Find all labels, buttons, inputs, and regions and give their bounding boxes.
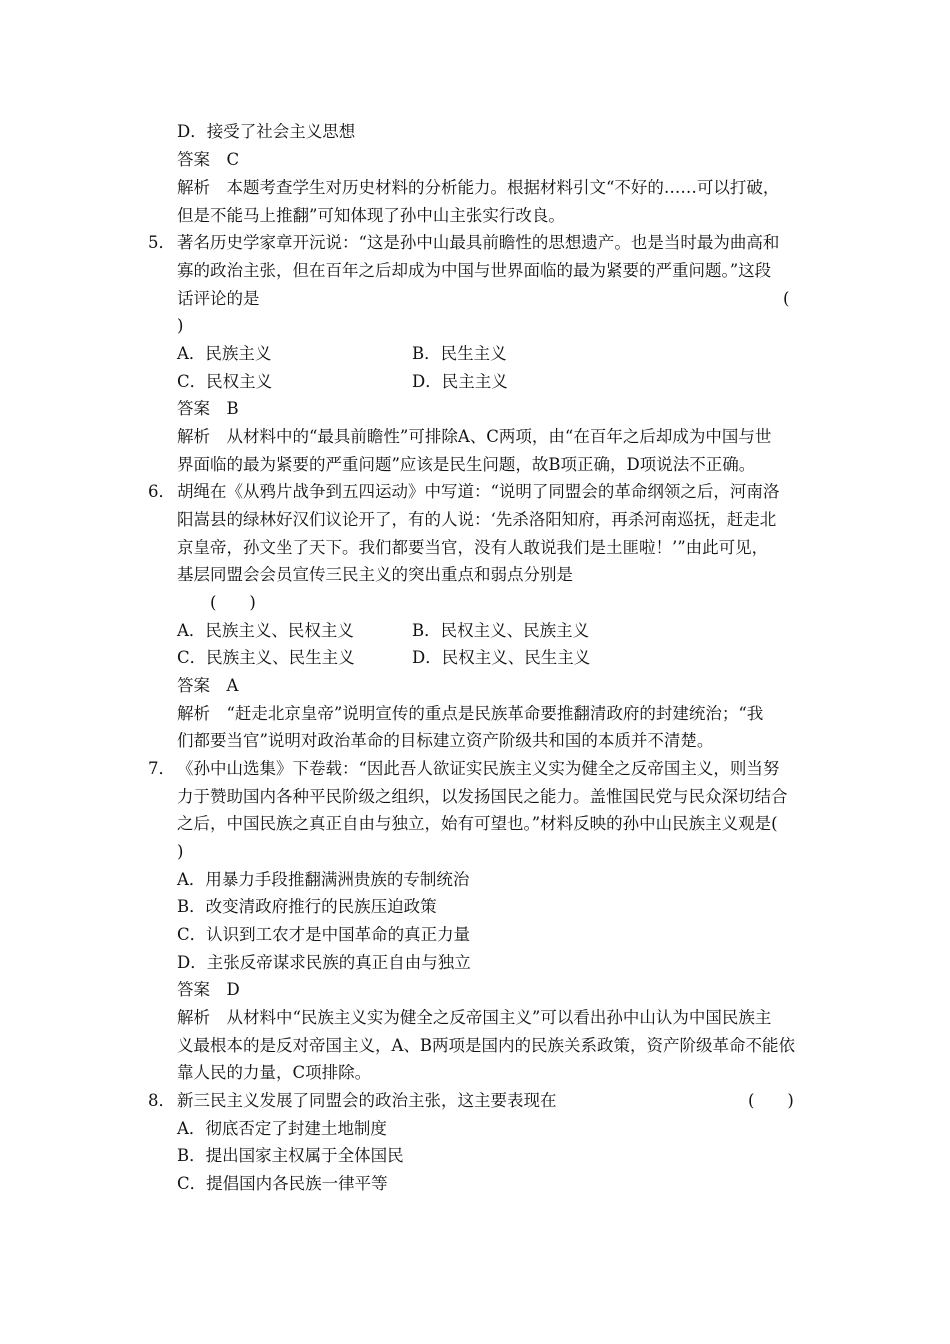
- q7-stem-line-3: 之后，中国民族之真正自由与独立，始有可望也。”材料反映的孙中山民族主义观是(: [177, 814, 778, 833]
- q6-analysis-line-2: 们都要当官”说明对政治革命的目标建立资产阶级共和国的本质并不清楚。: [177, 731, 714, 750]
- q8-option-a: A．彻底否定了封建土地制度: [177, 1119, 387, 1138]
- q5-option-b: B．民生主义: [412, 344, 507, 363]
- q6-option-b: B．民权主义、民族主义: [412, 621, 590, 640]
- q7-option-b: B．改变清政府推行的民族压迫政策: [177, 897, 437, 916]
- q4-analysis-line-1: 解析 本题考查学生对历史材料的分析能力。根据材料引文“不好的……可以打破，: [177, 178, 780, 197]
- q5-answer-paren-close: ): [177, 316, 184, 335]
- q8-option-c: C．提倡国内各民族一律平等: [177, 1174, 388, 1193]
- q7-analysis-line-3: 靠人民的力量，C项排除。: [177, 1063, 372, 1082]
- q6-answer-paren: ( ): [210, 593, 256, 612]
- q6-number: 6．: [148, 482, 175, 501]
- q6-analysis-line-1: 解析 “赶走北京皇帝”说明宣传的重点是民族革命要推翻清政府的封建统治；“我: [177, 704, 764, 723]
- q5-option-a: A．民族主义: [177, 344, 272, 363]
- q4-answer: 答案 C: [177, 150, 240, 169]
- q7-option-d: D．主张反帝谋求民族的真正自由与独立: [177, 953, 471, 972]
- q7-answer-paren-close: ): [177, 842, 184, 861]
- q7-stem-line-1: 《孙中山选集》下卷载：“因此吾人欲证实民族主义实为健全之反帝国主义，则当努: [177, 759, 780, 778]
- q7-option-a: A．用暴力手段推翻满洲贵族的专制统治: [177, 870, 470, 889]
- q5-option-d: D．民主主义: [412, 372, 508, 391]
- q5-answer-paren-open: (: [783, 289, 790, 308]
- q7-analysis-line-1: 解析 从材料中“民族主义实为健全之反帝国主义”可以看出孙中山认为中国民族主: [177, 1008, 772, 1027]
- q6-answer: 答案 A: [177, 676, 239, 695]
- q8-stem-line-1: 新三民主义发展了同盟会的政治主张，这主要表现在: [177, 1091, 557, 1110]
- q5-number: 5．: [148, 233, 175, 252]
- q4-analysis-line-2: 但是不能马上推翻”可知体现了孙中山主张实行改良。: [177, 206, 565, 225]
- q5-stem-line-1: 著名历史学家章开沅说：“这是孙中山最具前瞻性的思想遗产。也是当时最为曲高和: [177, 233, 780, 252]
- q6-stem-line-4: 基层同盟会会员宣传三民主义的突出重点和弱点分别是: [177, 565, 573, 584]
- q6-stem-line-3: 京皇帝，孙文坐了天下。我们都要当官，没有人敢说我们是土匪啦！’”由此可见，: [177, 538, 769, 557]
- q6-stem-line-2: 阳嵩县的绿林好汉们议论开了，有的人说：‘先杀洛阳知府，再杀河南巡抚，赶走北: [177, 510, 777, 529]
- q5-analysis-line-2: 界面临的最为紧要的严重问题”应该是民生问题，故B项正确，D项说法不正确。: [177, 455, 756, 474]
- q4-option-d: D．接受了社会主义思想: [177, 122, 356, 141]
- q7-number: 7．: [148, 759, 175, 778]
- q5-answer: 答案 B: [177, 399, 239, 418]
- q7-stem-line-2: 力于赞助国内各种平民阶级之组织，以发扬国民之能力。盖惟国民党与民众深切结合: [177, 787, 788, 806]
- q8-option-b: B．提出国家主权属于全体国民: [177, 1146, 404, 1165]
- q5-analysis-line-1: 解析 从材料中的“最具前瞻性”可排除A、C两项，由“在百年之后却成为中国与世: [177, 427, 772, 446]
- q5-stem-line-2: 寡的政治主张，但在百年之后却成为中国与世界面临的最为紧要的严重问题。”这段: [177, 261, 772, 280]
- q6-option-a: A．民族主义、民权主义: [177, 621, 354, 640]
- q6-option-c: C．民族主义、民生主义: [177, 648, 355, 667]
- q8-answer-paren: ( ): [748, 1091, 794, 1110]
- q5-option-c: C．民权主义: [177, 372, 273, 391]
- q7-answer: 答案 D: [177, 980, 240, 999]
- q8-number: 8．: [148, 1091, 175, 1110]
- q6-option-d: D．民权主义、民生主义: [412, 648, 591, 667]
- q7-analysis-line-2: 义最根本的是反对帝国主义，A、B两项是国内的民族关系政策，资产阶级革命不能依: [177, 1036, 796, 1055]
- q5-stem-line-3: 话评论的是: [177, 289, 260, 308]
- q7-option-c: C．认识到工农才是中国革命的真正力量: [177, 925, 471, 944]
- q6-stem-line-1: 胡绳在《从鸦片战争到五四运动》中写道：“说明了同盟会的革命纲领之后，河南洛: [177, 482, 780, 501]
